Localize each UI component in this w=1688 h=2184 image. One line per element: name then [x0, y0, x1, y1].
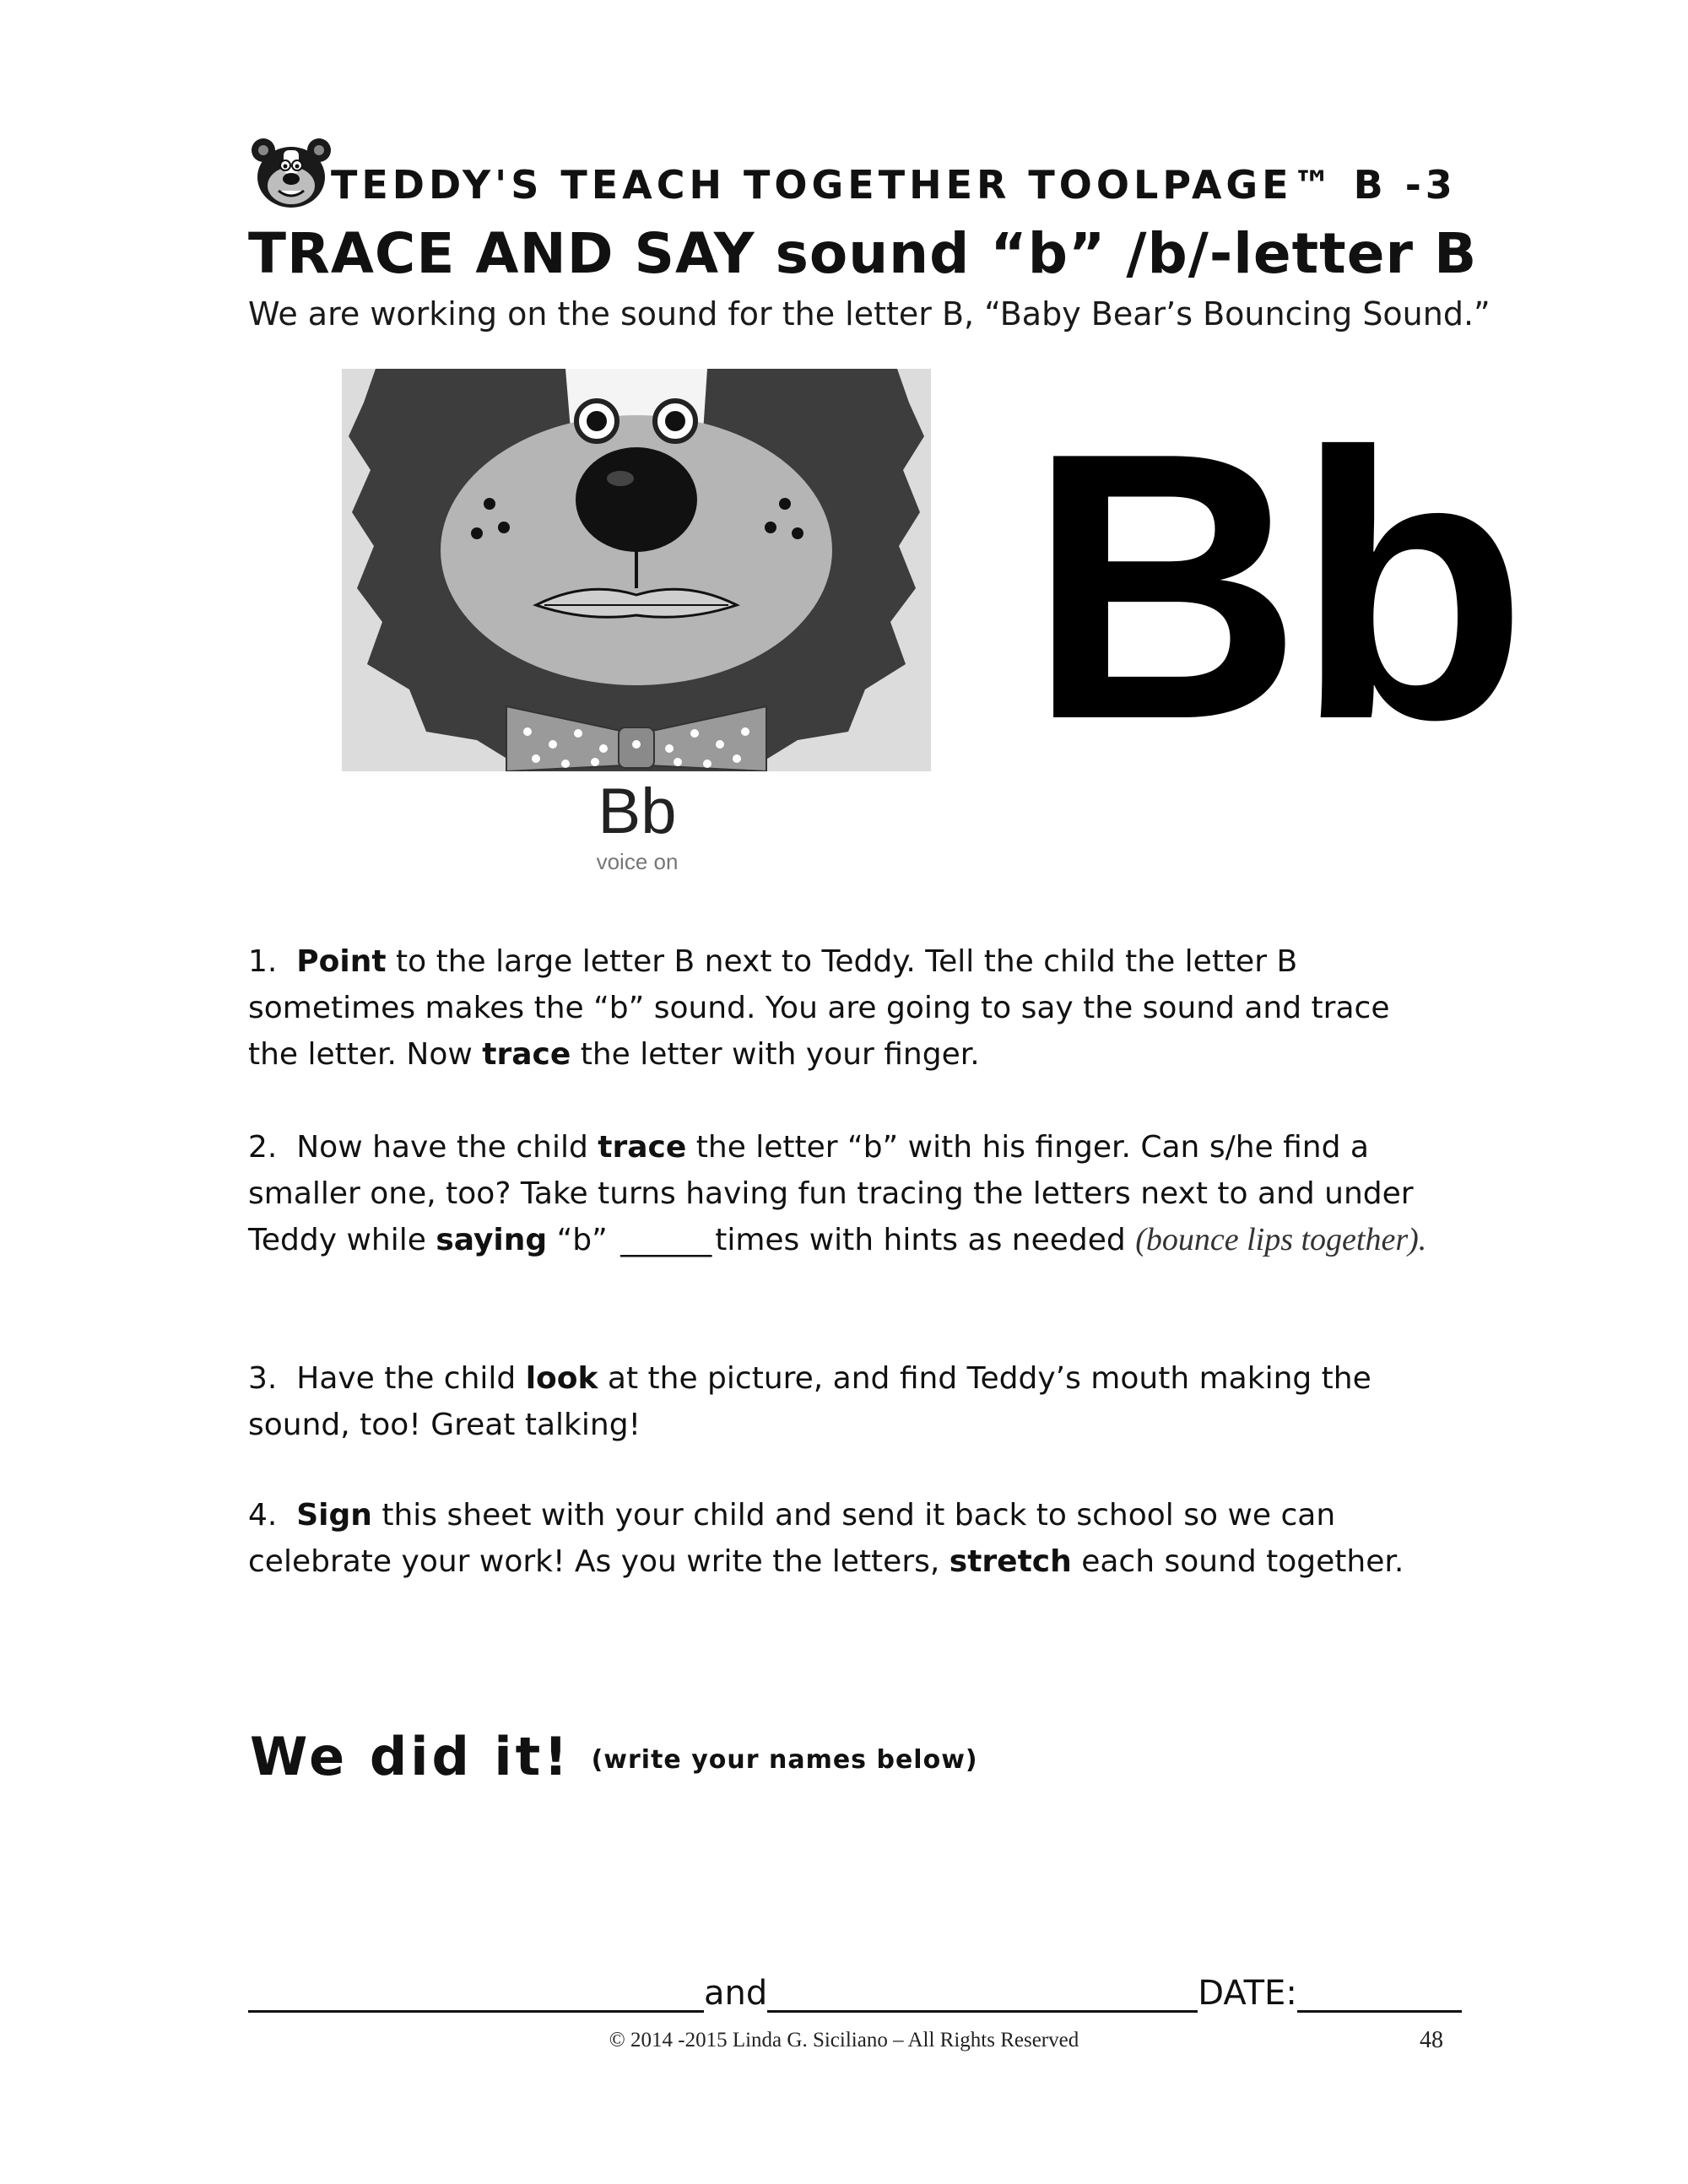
- step-1: 1. Point to the large letter B next to Teddy. Tell the child the letter B sometimes makes the “b” sound. You are going to say the sound and trace the letter. Now trace the letter with your finger.: [248, 944, 1390, 1072]
- child-name-line[interactable]: [248, 1973, 704, 2013]
- teddy-bear-mouth-illustration: [342, 369, 931, 771]
- date-label: DATE:: [1198, 1974, 1297, 2013]
- parent-name-line[interactable]: [767, 1973, 1198, 2013]
- step-2: 2. Now have the child trace the letter “b” with his finger. Can s/he find a smaller one, too? Take turns having fun tracing the letters next to and under Teddy while saying “b” ______ times with hints as needed (bounce lips together).: [248, 1130, 1427, 1257]
- write-names-note: (write your names below): [591, 1745, 978, 1776]
- date-line[interactable]: [1297, 1973, 1462, 2013]
- signature-row: [248, 1973, 1421, 2024]
- page-number: 48: [1420, 2027, 1443, 2053]
- picture-letters: Bb: [598, 776, 677, 847]
- we-did-it-heading: We did it! (write your names below): [250, 1726, 978, 1787]
- large-letter-b: Bb: [1028, 375, 1521, 798]
- page-title: TRACE AND SAY sound “b” /b/-letter B: [248, 221, 1478, 286]
- teddy-bear-face-icon: [250, 135, 333, 211]
- toolpage-header: TEDDY'S TEACH TOGETHER TOOLPAGE™ B -3: [331, 162, 1457, 208]
- step-4: 4. Sign this sheet with your child and send it back to school so we can celebrate your work! As you write the letters, stretch each sound together.: [248, 1498, 1404, 1579]
- times-blank: ______: [620, 1223, 712, 1257]
- step-3: 3. Have the child look at the picture, and find Teddy’s mouth making the sound, too! Great talking!: [248, 1361, 1372, 1442]
- page-subtitle: We are working on the sound for the letter B, “Baby Bear’s Bouncing Sound.”: [248, 295, 1491, 332]
- picture-caption: voice on: [596, 849, 679, 874]
- and-label: and: [704, 1974, 768, 2013]
- copyright-footer: © 2014 -2015 Linda G. Siciliano – All Rights Reserved: [609, 2029, 1079, 2052]
